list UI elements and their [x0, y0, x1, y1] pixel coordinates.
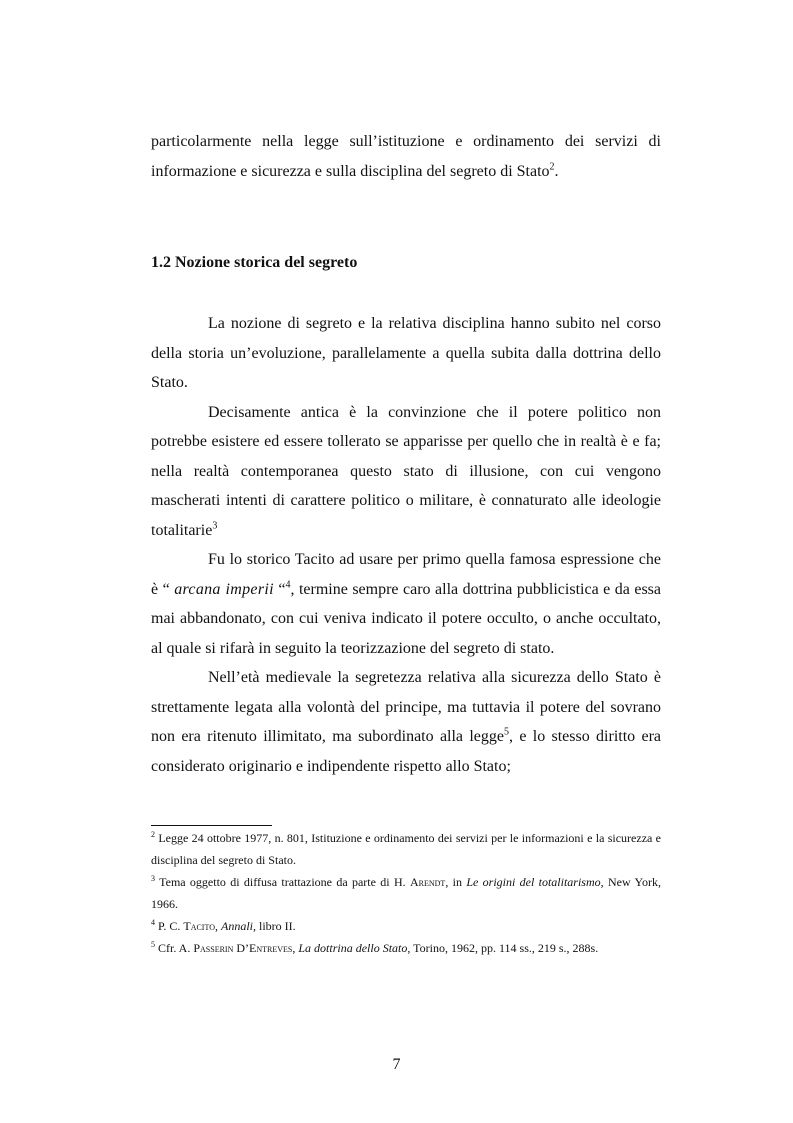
footnote-ref-3[interactable]: 3: [212, 520, 218, 532]
footnote-2: $^2$ Legge 24 ottobre 1977, n. 801, Istituzione e ordinamento dei servizi per le informazioni e la sicurezza e disciplina del segreto di Stato.: [151, 830, 662, 867]
paragraph-2: Decisamente antica è la convinzione che il potere politico non potrebbe esistere ed essere tollerato se apparisse per quello che in realtà è e fa; nella realtà contemporanea questo stato di illusione, con cui vengono mascherati intenti di carattere politico o militare, è connaturato alle ideologie totalitarie$^3$: [151, 403, 661, 539]
paragraph-1: La nozione di segreto e la relativa disciplina hanno subito nel corso della storia un’evoluzione, parallelamente a quella subita dalla dottrina dello Stato.: [151, 315, 661, 391]
footnote-ref-5[interactable]: 5: [504, 726, 510, 738]
footnote-ref-4[interactable]: 4: [285, 579, 291, 591]
footnote-3: $^3$ Tema oggetto di diffusa trattazione da parte di H. Arendt, in Le origini del totalitarismo, New York, 1966.: [151, 874, 661, 911]
footnote-5: $^5$ Cfr. A. Passerin D’Entreves, La dottrina dello Stato, Torino, 1962, pp. 114 ss., 219 s., 288s.: [151, 940, 599, 955]
footnote-separator: [151, 825, 272, 826]
page-number: 7: [392, 1056, 401, 1073]
paragraph-3: Fu lo storico Tacito ad usare per primo quella famosa espressione che è “ arcana imperii “$^4$, termine sempre caro alla dottrina pubblicistica e da essa mai abbandonato, con cui veniva indicato il potere occulto, o anche occultato, al quale si rifarà in seguito la teorizzazione del segreto di stato.: [151, 551, 662, 657]
footnote-4: $^4$ P. C. Tacito, Annali, libro II.: [151, 918, 296, 933]
footnotes: [151, 827, 661, 959]
section-heading-block: [151, 253, 661, 273]
intro-paragraph: particolarmente nella legge sull’istituzione e ordinamento dei servizi di informazione e sicurezza e sulla disciplina del segreto di Stato$^2$.: [151, 133, 661, 180]
footnote-ref-2[interactable]: 2: [549, 161, 555, 173]
section-heading: 1.2 Nozione storica del segreto: [151, 254, 358, 271]
paragraph-4: Nell’età medievale la segretezza relativa alla sicurezza dello Stato è strettamente legata alla volontà del principe, ma tuttavia il potere del sovrano non era ritenuto illimitato, ma subordinato alla legge$^5$, e lo stesso diritto era considerato originario e indipendente rispetto allo Stato;: [151, 669, 662, 775]
body-text: [151, 309, 661, 781]
arcana-imperii: arcana imperii: [174, 580, 274, 598]
intro-text: particolarmente nella legge sull’istituzione e ordinamento dei servizi di informazione e sicurezza e sulla disciplina del segreto di Stato: [151, 133, 661, 180]
